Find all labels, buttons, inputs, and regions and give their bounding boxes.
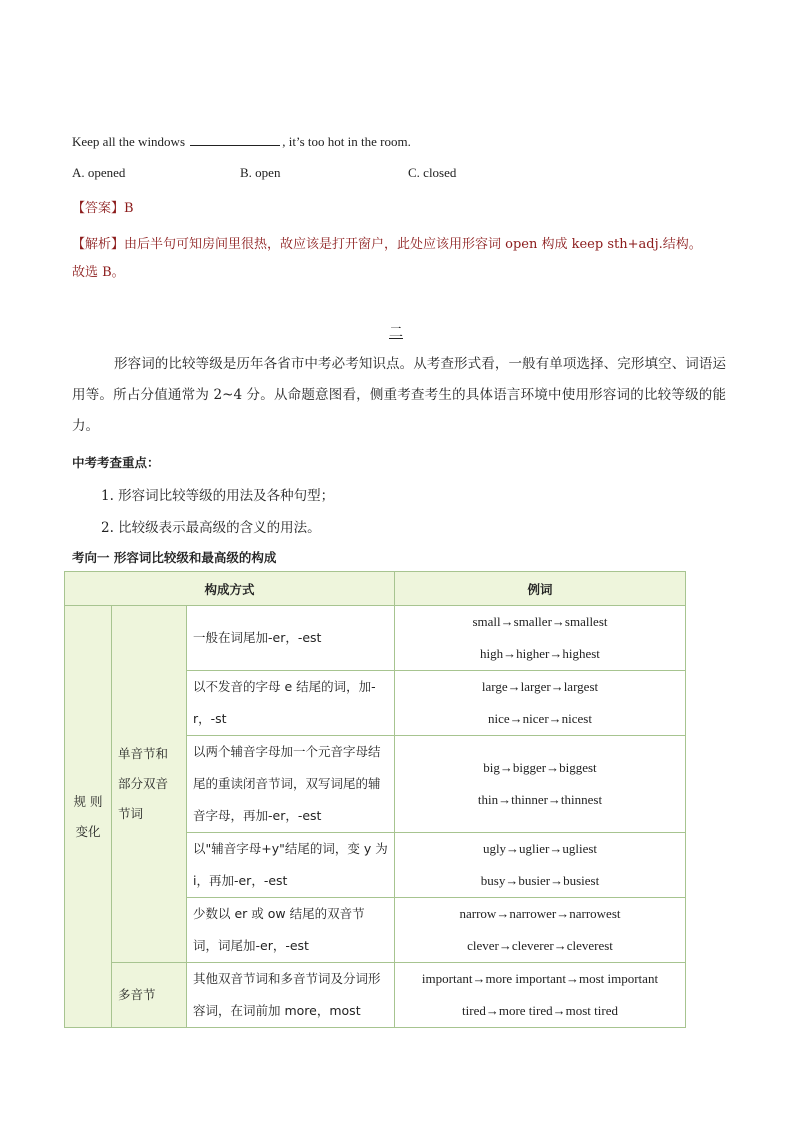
explanation-line-2: 故选 B。 (72, 265, 125, 280)
rule-cell: 其他双音节词和多音节词及分词形容词，在词前加 more，most (187, 963, 395, 1028)
table-header-row (65, 572, 686, 606)
example-2: clever→cleverer→cleverest (467, 938, 613, 953)
example-2: busy→busier→busiest (480, 873, 600, 888)
example-2: high→higher→highest (480, 646, 600, 661)
question-stem (72, 133, 411, 150)
example-2: thin→thinner→thinnest (477, 792, 603, 807)
header-examples: 例词 (395, 572, 686, 606)
group-regular (65, 606, 112, 1028)
example-2: tired→more tired→most tired (462, 1003, 618, 1018)
example-cell (395, 963, 686, 1028)
example-cell (395, 833, 686, 898)
example-1: small→smaller→smallest (472, 614, 608, 629)
table-row (65, 963, 686, 1028)
answer-blank (190, 133, 280, 146)
option-a: A. opened (72, 165, 126, 180)
example-cell (395, 606, 686, 671)
example-1: narrow→narrower→narrowest (459, 906, 621, 921)
focus-item-1: 1. 形容词比较等级的用法及各种句型； (101, 488, 335, 504)
question-text-before: Keep all the windows (72, 134, 189, 149)
answer-line: 【答案】B (72, 201, 134, 216)
subgroup-polysyllabic: 多音节 (112, 963, 187, 1028)
example-1: large→larger→largest (481, 679, 599, 694)
group-label: 规 则 变化 (73, 793, 103, 839)
comparison-table (64, 571, 686, 1028)
option-c: C. closed (408, 165, 457, 180)
table-row (65, 606, 686, 671)
rule-cell: 少数以 er 或 ow 结尾的双音节词，词尾加-er，-est (187, 898, 395, 963)
question-text-after: , it’s too hot in the room. (282, 134, 411, 149)
subgroup-monosyllabic: 单音节和部分双音节词 (112, 606, 187, 963)
intro-paragraph: 形容词的比较等级是历年各省市中考必考知识点。从考查形式看，一般有单项选择、完形填空、词语运用等。所占分值通常为 2~4 分。从命题意图看，侧重考查考生的具体语言环境中使用形容词的比较等级的能力。 (72, 356, 726, 434)
example-cell (395, 898, 686, 963)
example-1: big→bigger→biggest (483, 760, 597, 775)
example-1: important→more important→most important (421, 971, 659, 986)
example-cell (395, 671, 686, 736)
topic-title: 考向一 形容词比较级和最高级的构成 (72, 550, 277, 565)
example-1: ugly→uglier→ugliest (482, 841, 598, 856)
focus-item-2: 2. 比较级表示最高级的含义的用法。 (101, 520, 321, 536)
rule-cell: 一般在词尾加-er，-est (187, 606, 395, 671)
rule-cell: 以"辅音字母+y"结尾的词，变 y 为 i，再加-er，-est (187, 833, 395, 898)
example-cell (395, 736, 686, 833)
explanation-line-1: 【解析】由后半句可知房间里很热，故应该是打开窗户，此处应该用形容词 open 构成 keep sth+adj.结构。 (72, 237, 702, 252)
example-2: nice→nicer→nicest (488, 711, 592, 726)
rule-cell: 以不发音的字母 e 结尾的词，加-r，-st (187, 671, 395, 736)
option-b: B. open (240, 165, 281, 180)
focus-title: 中考考查重点： (72, 455, 160, 470)
header-formation: 构成方式 (65, 572, 395, 606)
rule-cell: 以两个辅音字母加一个元音字母结尾的重读闭音节词，双写词尾的辅音字母，再加-er，-est (187, 736, 395, 833)
section-number: 二 (389, 325, 403, 341)
